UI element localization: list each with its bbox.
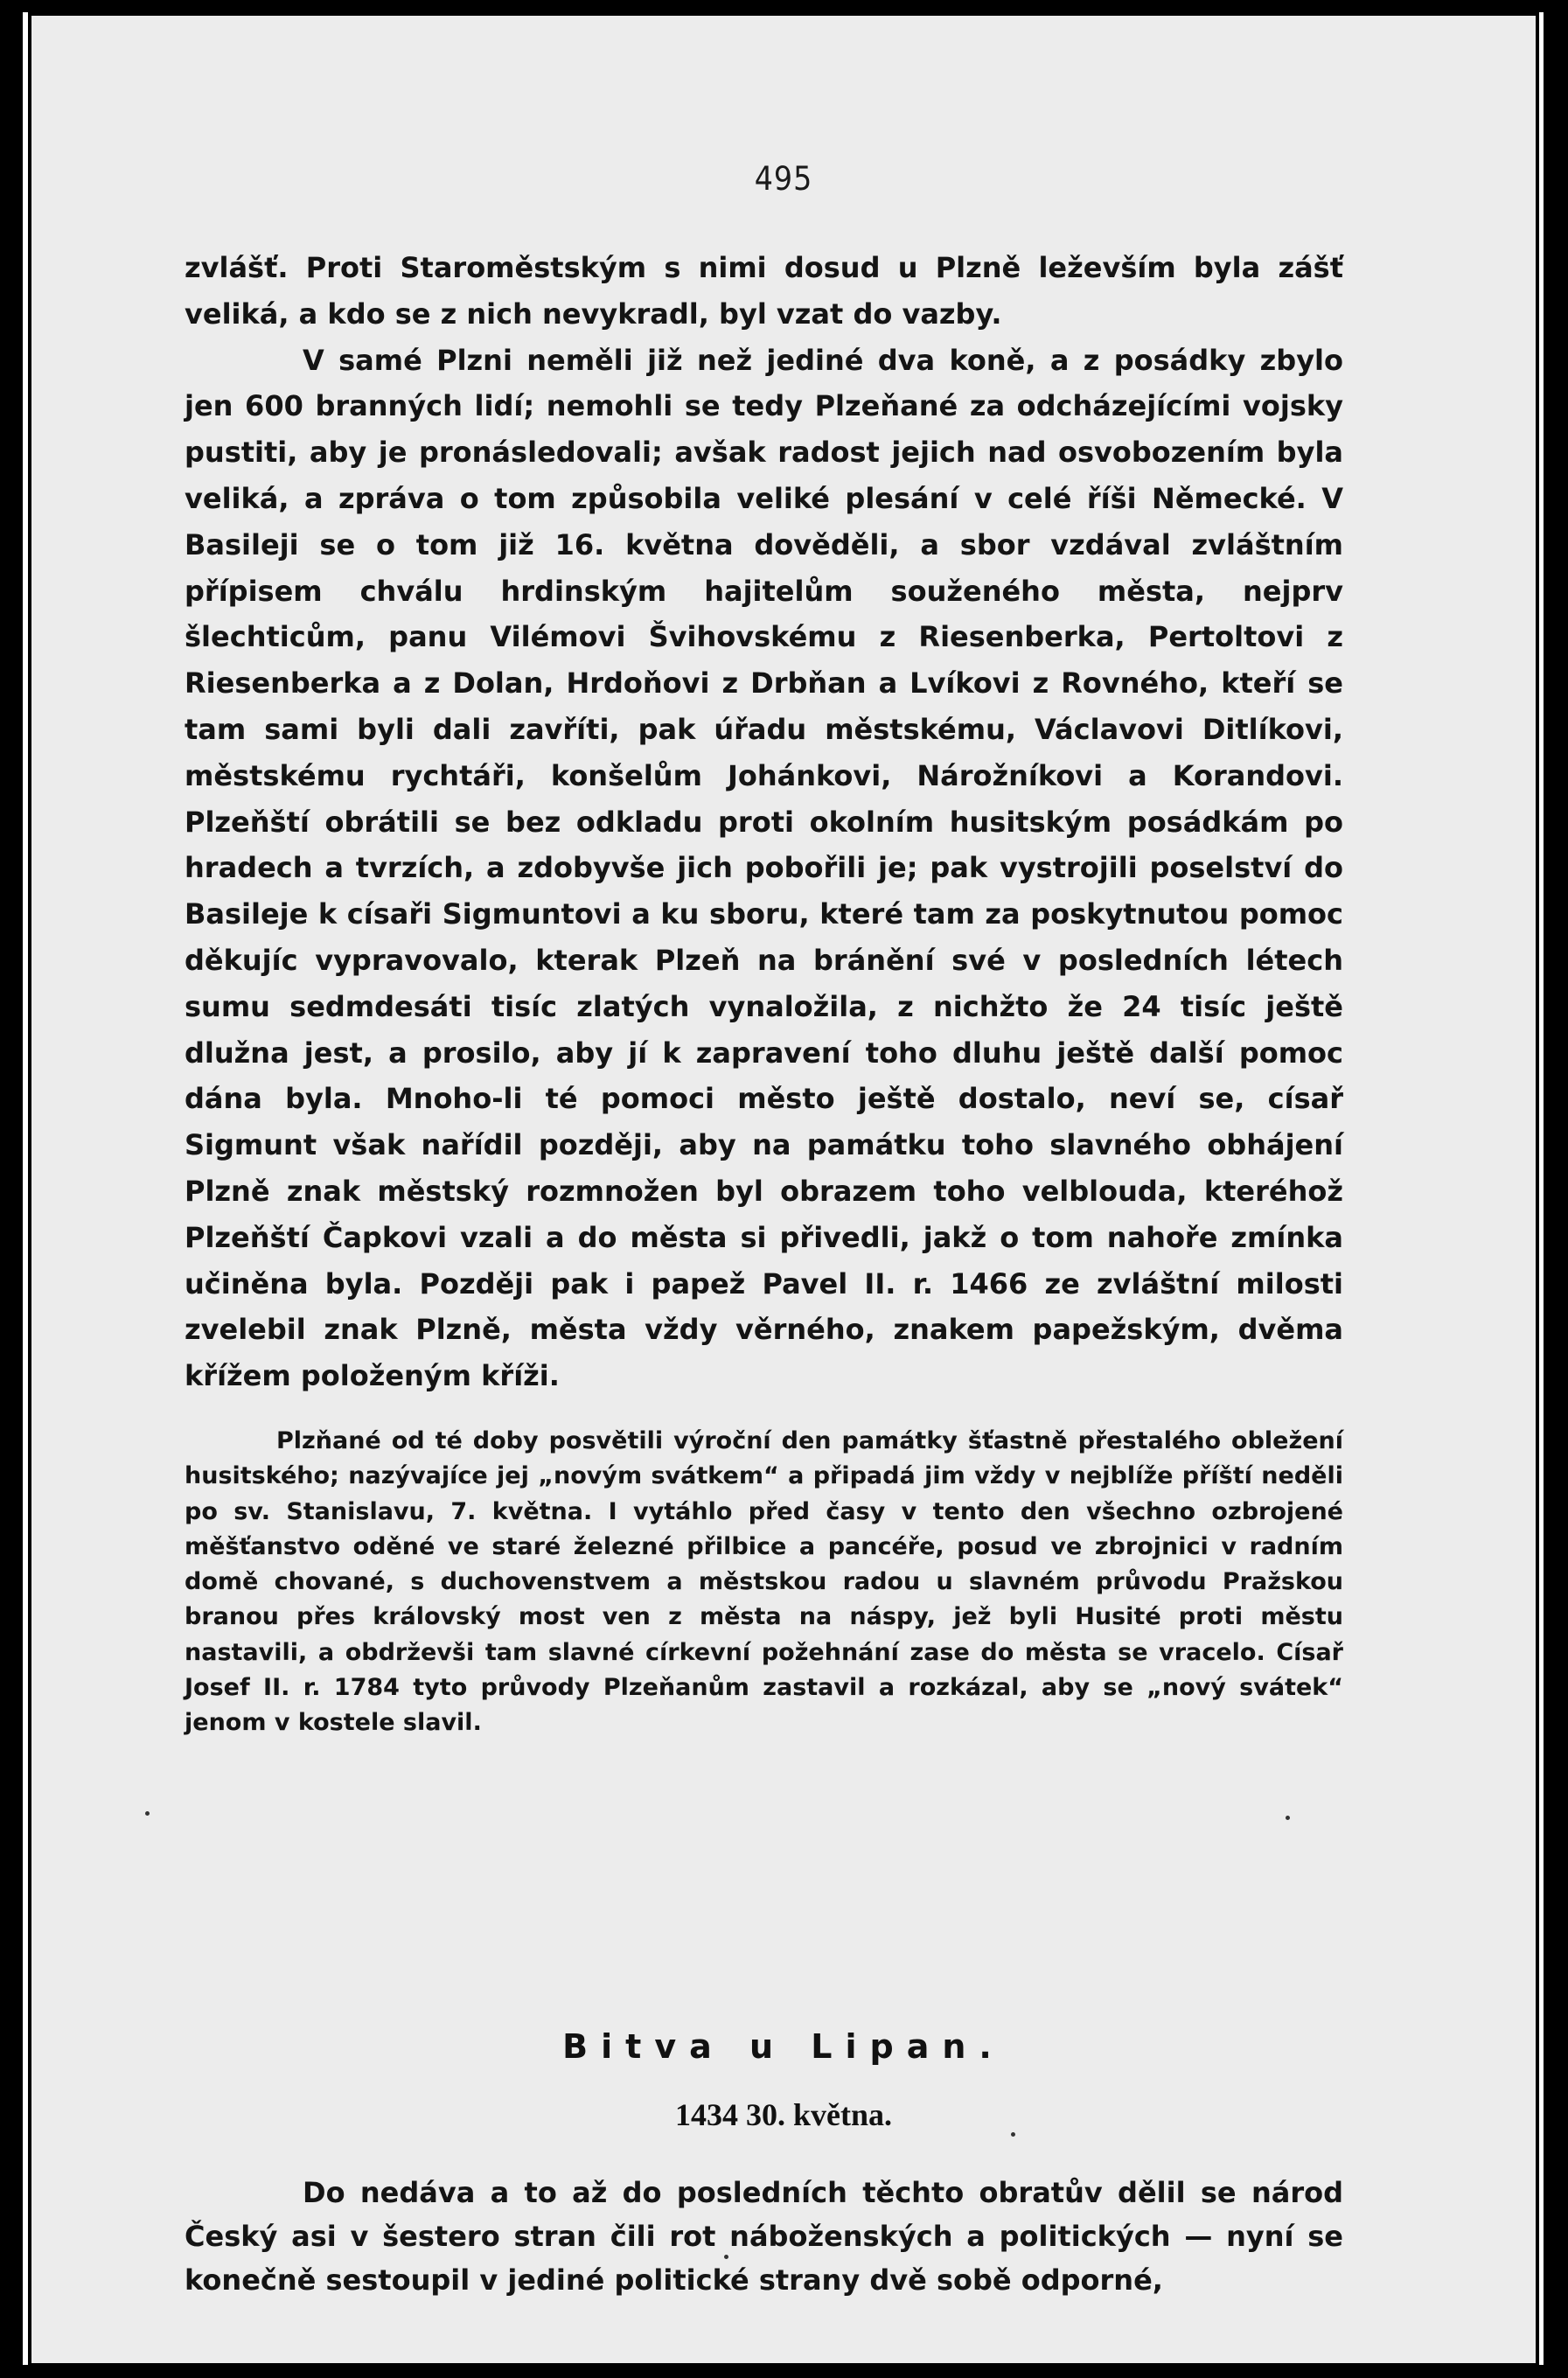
section-date: 1434 30. května. [674, 2097, 892, 2132]
print-speck [145, 1811, 150, 1816]
book-page [31, 16, 1536, 2363]
frame-edge-right [1539, 12, 1544, 2365]
frame-edge-left [23, 12, 28, 2365]
paragraph-continuation: zvlášť. Proti Staroměstským s nimi dosud u Plzně leževším byla zášť veliká, a kdo se z nich nevykradl, byl vzat do vazby. [185, 251, 1343, 331]
note-text [185, 1424, 1343, 1741]
note-paragraph: Plzňané od té doby posvětili výroční den památky šťastně přestalého obležení husitského; nazývajíce jej „novým svátkem“ a připadá jim vždy v nejblíže příští neděli po sv. Stanislavu, 7. května. I vytáhlo před časy v tento den všechno ozbrojené měšťanstvo oděné ve staré železné přilbice a pancéře, posud ve zbrojnici v radním domě chované, s duchovenstvem a městskou radou u slavném průvodu Pražskou branou přes královský most ven z města na náspy, jež byli Husité proti městu nastavili, a obdrževši tam slavné církevní požehnání zase do města se vracelo. Císař Josef II. r. 1784 tyto průvody Plzeňanům zastavil a rozkázal, aby se „nový svátek“ jenom v kostele slavil. [185, 1427, 1343, 1737]
section-title: Bitva u Lipan. [562, 2027, 1005, 2066]
paragraph-main: V samé Plzni neměli již než jediné dva koně, a z posádky zbylo jen 600 branných lidí; nemohli se tedy Plzeňané za odcházejícími vojsky pustiti, aby je pronásledovali; avšak radost jejich nad osvobozením byla veliká, a zpráva o tom způsobila veliké plesání v celé říši Německé. V Basileji se o tom již 16. května dověděli, a sbor vzdával zvláštním přípisem chválu hrdinským hajitelům souženého města, nejprv šlechticům, panu Vilémovi Švihovskému z Riesenberka, Pertoltovi z Riesenberka a z Dolan, Hrdoňovi z Drbňan a Lvíkovi z Rovného, kteří se tam sami byli dali zavříti, pak úřadu městskému, Václavovi Ditlíkovi, městskému rychtáři, konšelům Johánkovi, Nárožníkovi a Korandovi. Plzeňští obrátili se bez odkladu proti okolním husitským posádkám po hradech a tvrzích, a zdobyvše jich pobořili je; pak vystrojili poselství do Basileje k císaři Sigmuntovi a ku sboru, které tam za poskytnutou pomoc děkujíc vypravovalo, kterak Plzeň na bránění své v posledních létech sumu sedmdesáti tisíc zlatých vynaložila, z nichžto že 24 tisíc ještě dlužna jest, a prosilo, aby jí k zapravení toho dluhu ještě další pomoc dána byla. Mnoho-li té pomoci město ještě dostalo, neví se, císař Sigmunt však nařídil později, aby na památku toho slavného obhájení Plzně znak městský rozmnožen byl obrazem toho velblouda, kteréhož Plzeňští Čapkovi vzali a do města si přivedli, jakž o tom nahoře zmínka učiněna byla. Později pak i papež Pavel II. r. 1466 ze zvláštní milosti zvelebil znak Plzně, města vždy věrného, znakem papežským, dvěma křížem položeným kříži. [185, 343, 1343, 1393]
print-speck [1286, 1816, 1290, 1820]
main-text [185, 245, 1343, 1399]
page-number: 495 [754, 160, 813, 198]
section-paragraph: Do nedáva a to až do posledních těchto obratův dělil se národ Český asi v šestero stran čili rot náboženských a politických — nyní se konečně sestoupil v jediné politické strany dvě sobě odporné, [185, 2176, 1343, 2297]
print-speck [724, 2255, 728, 2259]
section-text [185, 2171, 1343, 2302]
print-speck [1011, 2132, 1015, 2137]
